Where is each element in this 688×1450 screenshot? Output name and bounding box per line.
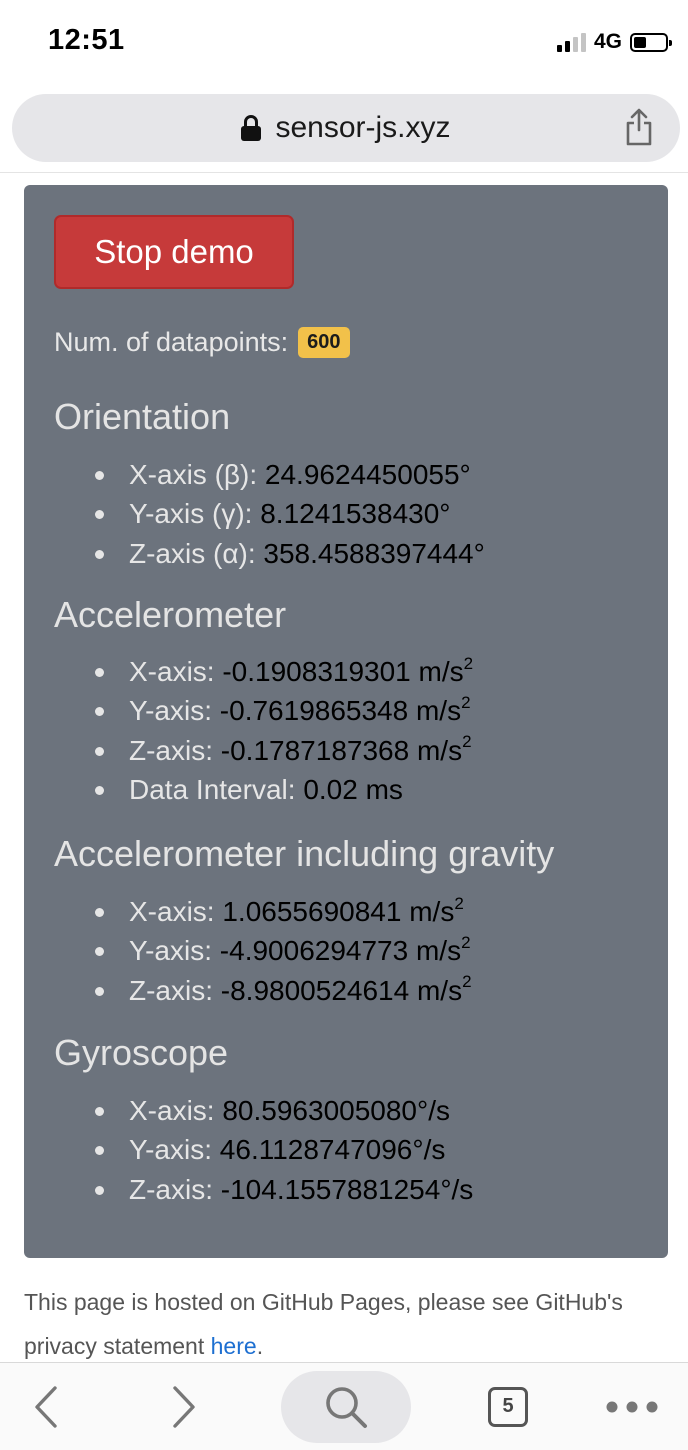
accelerometer-gravity-list — [54, 892, 472, 1010]
back-icon — [33, 1385, 59, 1429]
section-title-gyroscope: Gyroscope — [54, 1032, 229, 1073]
search-icon — [323, 1384, 369, 1430]
share-icon[interactable] — [624, 108, 654, 146]
url-text[interactable]: sensor-js.xyz — [275, 111, 451, 144]
battery-icon — [630, 33, 668, 52]
status-time: 12:51 — [48, 24, 125, 56]
list-item: Z-axis: -104.1557881254°/s — [54, 1170, 473, 1209]
section-title-orientation: Orientation — [54, 396, 231, 437]
orientation-list — [54, 455, 485, 573]
gyroscope-list — [54, 1091, 473, 1209]
tabs-button[interactable] — [480, 1363, 536, 1450]
list-item: Data Interval: 0.02 ms — [54, 770, 473, 809]
list-item: Y-axis: 46.1128747096°/s — [54, 1130, 473, 1169]
list-item: Z-axis: -0.1787187368 $m/s^2$ — [54, 731, 473, 770]
address-bar[interactable] — [12, 94, 680, 162]
list-item: Z-axis: -8.9800524614 $m/s^2$ — [54, 971, 472, 1010]
list-item: Y-axis (γ): 8.1241538430° — [54, 494, 485, 533]
forward-icon — [171, 1385, 197, 1429]
list-item: X-axis: 1.0655690841 $m/s^2$ — [54, 892, 472, 931]
forward-button[interactable] — [158, 1363, 210, 1450]
more-icon — [604, 1399, 660, 1415]
status-indicators — [557, 30, 668, 54]
datapoints-label: Num. of datapoints: — [54, 327, 289, 357]
back-button[interactable] — [20, 1363, 72, 1450]
section-title-accelerometer-gravity: Accelerometer including gravity — [54, 833, 555, 874]
sensor-card — [24, 185, 668, 1258]
signal-icon — [557, 32, 586, 52]
datapoints-row — [54, 327, 350, 358]
datapoints-badge: 600 — [298, 327, 349, 358]
stop-demo-button[interactable]: Stop demo — [54, 215, 294, 289]
browser-toolbar — [0, 1363, 688, 1450]
list-item: Z-axis (α): 358.4588397444° — [54, 534, 485, 573]
divider — [0, 172, 688, 173]
list-item: X-axis: 80.5963005080°/s — [54, 1091, 473, 1130]
status-bar — [0, 0, 688, 88]
list-item: Y-axis: -0.7619865348 $m/s^2$ — [54, 691, 473, 730]
footer-statement: This page is hosted on GitHub Pages, please see GitHub's privacy statement — [24, 1289, 623, 1359]
search-icon-wrap[interactable] — [281, 1363, 411, 1450]
list-item: X-axis: -0.1908319301 $m/s^2$ — [54, 652, 473, 691]
privacy-link[interactable]: here — [210, 1333, 257, 1359]
network-type: 4G — [593, 30, 622, 53]
footer-text: This page is hosted on GitHub Pages, please see GitHub's privacy statement here. — [24, 1289, 623, 1359]
tabs-icon: 5 — [488, 1387, 528, 1427]
list-item: Y-axis: -4.9006294773 $m/s^2$ — [54, 931, 472, 970]
accelerometer-list — [54, 652, 473, 810]
list-item: X-axis (β): 24.9624450055° — [54, 455, 485, 494]
more-button[interactable] — [600, 1363, 664, 1450]
section-title-accelerometer: Accelerometer — [54, 594, 287, 635]
lock-icon — [241, 115, 261, 141]
